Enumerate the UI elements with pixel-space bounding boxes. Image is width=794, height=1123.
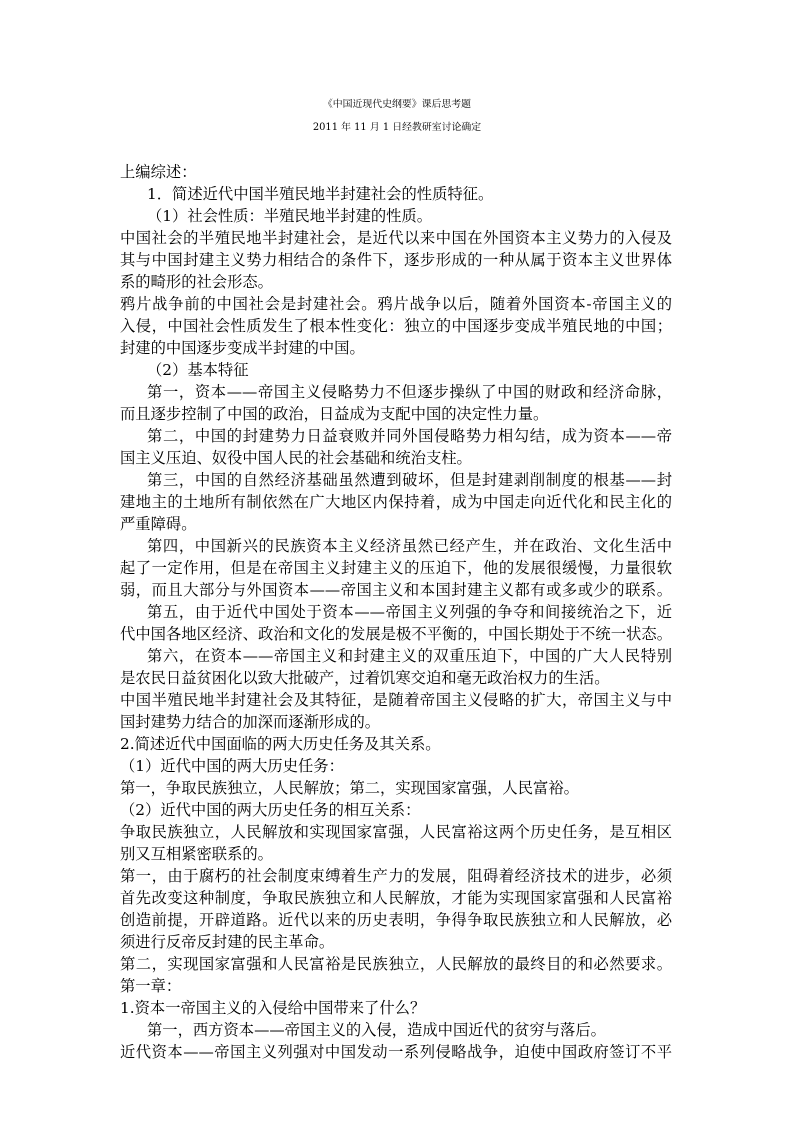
document-subtitle: 2011 年 11 月 1 日经教研室讨论确定 [312, 122, 482, 133]
document-title: 《中国近现代史纲要》课后思考题 [322, 99, 472, 110]
paragraph-line: 鸦片战争前的中国社会是封建社会。鸦片战争以后，随着外国资本-帝国主义的 [120, 295, 672, 313]
paragraph-line: 代中国各地区经济、政治和文化的发展是极不平衡的，中国长期处于不统一状态。 [120, 625, 672, 643]
paragraph-line: 中国社会的半殖民地半封建社会，是近代以来中国在外国资本主义势力的入侵及 [120, 229, 672, 247]
paragraph-line: 第六，在资本——帝国主义和封建主义的双重压迫下，中国的广大人民特别 [147, 647, 672, 665]
subheading: （1）社会性质：半殖民地半封建的性质。 [147, 207, 433, 225]
paragraph-line: 创造前提，开辟道路。近代以来的历史表明，争得争取民族独立和人民解放，必 [120, 911, 672, 929]
paragraph-line: 建地主的土地所有制依然在广大地区内保持着，成为中国走向近代化和民主化的 [120, 493, 672, 511]
paragraph-line: 第一，由于腐朽的社会制度束缚着生产力的发展，阻碍着经济技术的进步，必须 [120, 867, 672, 885]
paragraph-line: 第五，由于近代中国处于资本——帝国主义列强的争夺和间接统治之下，近 [147, 603, 672, 621]
question-heading: 2.简述近代中国面临的两大历史任务及其关系。 [120, 735, 441, 753]
paragraph-line: 国主义压迫、奴役中国人民的社会基础和统治支柱。 [120, 449, 472, 467]
paragraph-line: 争取民族独立，人民解放和实现国家富强，人民富裕这两个历史任务，是互相区 [120, 823, 672, 841]
paragraph-line: 国封建势力结合的加深而逐渐形成的。 [120, 713, 381, 731]
question-heading: 1．简述近代中国半殖民地半封建社会的性质特征。 [147, 185, 494, 203]
paragraph-line: 入侵，中国社会性质发生了根本性变化：独立的中国逐步变成半殖民地的中国； [120, 317, 672, 335]
paragraph-line: 首先改变这种制度，争取民族独立和人民解放，才能为实现国家富强和人民富裕 [120, 889, 672, 907]
paragraph-line: 封建的中国逐步变成半封建的中国。 [120, 339, 365, 357]
paragraph-line: 而且逐步控制了中国的政治，日益成为支配中国的决定性力量。 [120, 405, 549, 423]
question-heading: 1.资本一帝国主义的入侵给中国带来了什么？ [120, 999, 426, 1017]
paragraph-line: 第二，中国的封建势力日益衰败并同外国侵略势力相勾结，成为资本——帝 [147, 427, 672, 445]
paragraph-line: 弱，而且大部分与外国资本——帝国主义和本国封建主义都有或多或少的联系。 [120, 581, 672, 599]
paragraph-line: 第二，实现国家富强和人民富裕是民族独立，人民解放的最终目的和必然要求。 [120, 955, 672, 973]
paragraph-line: 近代资本——帝国主义列强对中国发动一系列侵略战争，迫使中国政府签订不平 [120, 1043, 672, 1061]
section-heading: 上编综述： [120, 163, 197, 181]
subheading: （2）近代中国的两大历史任务的相互关系： [120, 801, 421, 819]
subheading: （1）近代中国的两大历史任务： [120, 757, 344, 775]
paragraph-line: 须进行反帝反封建的民主革命。 [120, 933, 335, 951]
paragraph-line: 严重障碍。 [120, 515, 197, 533]
paragraph-line: 别又互相紧密联系的。 [120, 845, 273, 863]
paragraph-line: 其与中国封建主义势力相结合的条件下，逐步形成的一种从属于资本主义世界体 [120, 251, 672, 269]
paragraph-line: 起了一定作用，但是在帝国主义封建主义的压迫下，他的发展很缓慢，力量很软 [120, 559, 672, 577]
paragraph-line: 第四，中国新兴的民族资本主义经济虽然已经产生，并在政治、文化生活中 [147, 537, 672, 555]
paragraph-line: 第三，中国的自然经济基础虽然遭到破坏，但是封建剥削制度的根基——封 [147, 471, 672, 489]
paragraph-line: 第一，资本——帝国主义侵略势力不但逐步操纵了中国的财政和经济命脉， [147, 383, 672, 401]
subheading: （2）基本特征 [147, 361, 249, 379]
paragraph-line: 第一，西方资本——帝国主义的入侵，造成中国近代的贫穷与落后。 [147, 1021, 606, 1039]
paragraph-line: 第一，争取民族独立，人民解放；第二，实现国家富强，人民富裕。 [120, 779, 579, 797]
paragraph-line: 是农民日益贫困化以致大批破产，过着饥寒交迫和毫无政治权力的生活。 [120, 669, 610, 687]
paragraph-line: 中国半殖民地半封建社会及其特征，是随着帝国主义侵略的扩大，帝国主义与中 [120, 691, 672, 709]
paragraph-line: 系的畸形的社会形态。 [120, 273, 273, 291]
section-heading: 第一章： [120, 977, 182, 995]
